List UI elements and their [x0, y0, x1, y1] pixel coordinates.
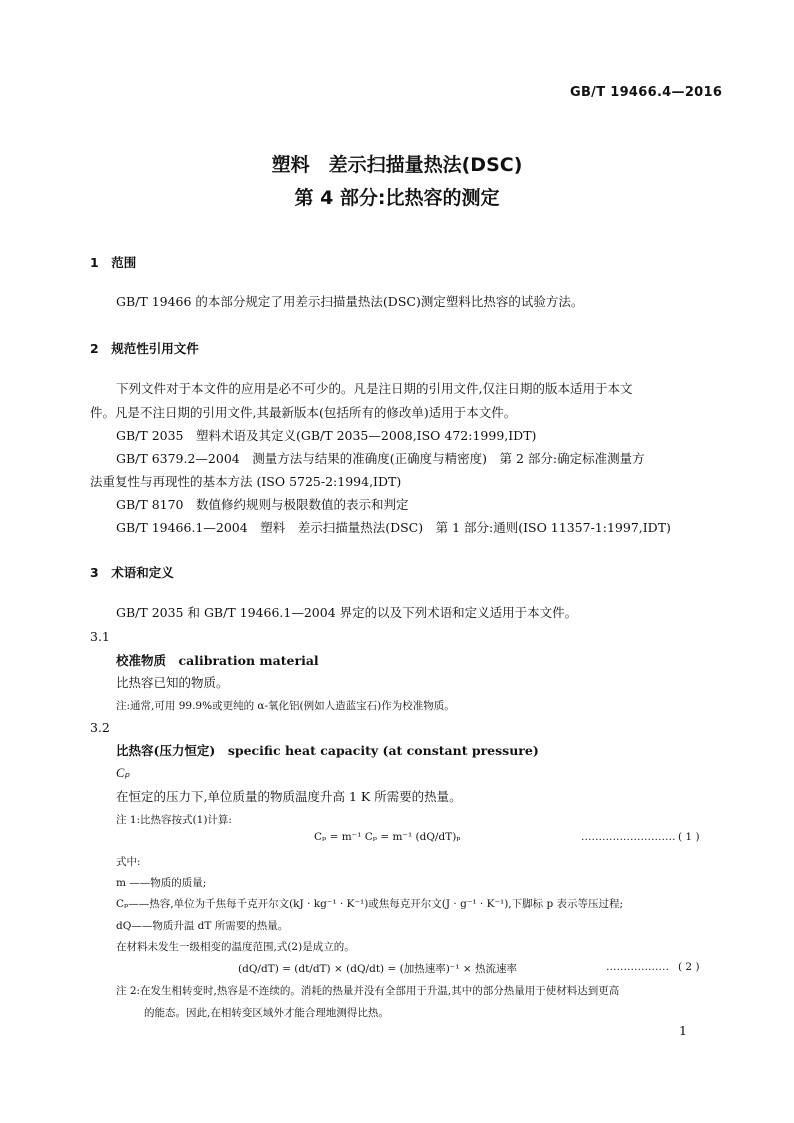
term-3-2-title: 比热容(压力恒定) specific heat capacity (at constant pressure)	[116, 743, 539, 758]
section-3-intro: GB/T 2035 和 GB/T 19466.1—2004 界定的以及下列术语和定义适用于本文件。	[116, 605, 578, 620]
equation-2-number: ( 2 )	[678, 961, 700, 973]
where-label: 式中:	[116, 856, 141, 868]
equation-1-number: ( 1 )	[678, 831, 700, 843]
reference-gbt-8170: GB/T 8170 数值修约规则与极限数值的表示和判定	[116, 497, 409, 512]
variable-m-definition: m ——物质的质量;	[116, 877, 207, 889]
term-3-1-note: 注:通常,可用 99.9%或更纯的 α-氧化铝(例如人造蓝宝石)作为校准物质。	[116, 700, 455, 712]
variable-cp-definition: Cₚ——热容,单位为千焦每千克开尔文(kJ · kg⁻¹ · K⁻¹)或焦每克开尔文(J · g⁻¹ · K⁻¹),下脚标 p 表示等压过程;	[116, 898, 624, 910]
equation-1-leader: ………………………	[581, 831, 676, 843]
section-1-heading: 1 范围	[90, 255, 137, 270]
reference-gbt-6379-2: GB/T 6379.2—2004 测量方法与结果的准确度(正确度与精密度) 第 2 部分:确定标准测量方	[116, 451, 645, 466]
term-3-2-number: 3.2	[90, 720, 110, 735]
note-2-line-2: 的能态。因此,在相转变区域外才能合理地测得比热。	[144, 1007, 389, 1019]
term-3-1-title: 校准物质 calibration material	[116, 653, 319, 668]
term-3-2-definition: 在恒定的压力下,单位质量的物质温度升高 1 K 所需要的热量。	[116, 789, 462, 804]
term-3-2-symbol: Cₚ	[116, 766, 130, 780]
title-line-2: 第 4 部分:比热容的测定	[294, 187, 500, 209]
equation-2-leader: ………………	[606, 961, 669, 973]
reference-gbt-19466-1: GB/T 19466.1—2004 塑料 差示扫描量热法(DSC) 第 1 部分:通则(ISO 11357-1:1997,IDT)	[116, 520, 671, 535]
equation-2-condition: 在材料未发生一级相变的温度范围,式(2)是成立的。	[116, 941, 355, 953]
section-2-intro-line-2: 件。凡是不注日期的引用文件,其最新版本(包括所有的修改单)适用于本文件。	[90, 405, 517, 420]
reference-gbt-2035: GB/T 2035 塑料术语及其定义(GB/T 2035—2008,ISO 472:1999,IDT)	[116, 428, 537, 443]
variable-dq-definition: dQ——物质升温 dT 所需要的热量。	[116, 920, 289, 932]
section-3-heading: 3 术语和定义	[90, 565, 174, 580]
section-2-intro-line-1: 下列文件对于本文件的应用是必不可少的。凡是注日期的引用文件,仅注日期的版本适用于本文	[116, 381, 633, 396]
page-number: 1	[679, 1023, 687, 1038]
equation-2: (dQ/dT) = (dt/dT) × (dQ/dt) = (加热速率)⁻¹ × 热流速率	[238, 963, 518, 975]
note-2-line-1: 注 2:在发生相转变时,热容是不连续的。消耗的热量并没有全部用于升温,其中的部分热量用于使材料达到更高	[116, 985, 620, 997]
standard-number: GB/T 19466.4—2016	[570, 85, 723, 100]
note-1-intro: 注 1:比热容按式(1)计算:	[116, 814, 232, 826]
term-3-1-number: 3.1	[90, 629, 110, 644]
equation-1: Cₚ = m⁻¹ Cₚ = m⁻¹ (dQ/dT)ₚ	[314, 831, 461, 843]
section-1-text: GB/T 19466 的本部分规定了用差示扫描量热法(DSC)测定塑料比热容的试验方法。	[116, 294, 584, 309]
term-3-1-definition: 比热容已知的物质。	[116, 675, 229, 690]
section-2-heading: 2 规范性引用文件	[90, 341, 199, 356]
title-line-1: 塑料 差示扫描量热法(DSC)	[271, 154, 523, 176]
reference-gbt-6379-2-cont: 法重复性与再现性的基本方法 (ISO 5725-2:1994,IDT)	[90, 474, 402, 489]
